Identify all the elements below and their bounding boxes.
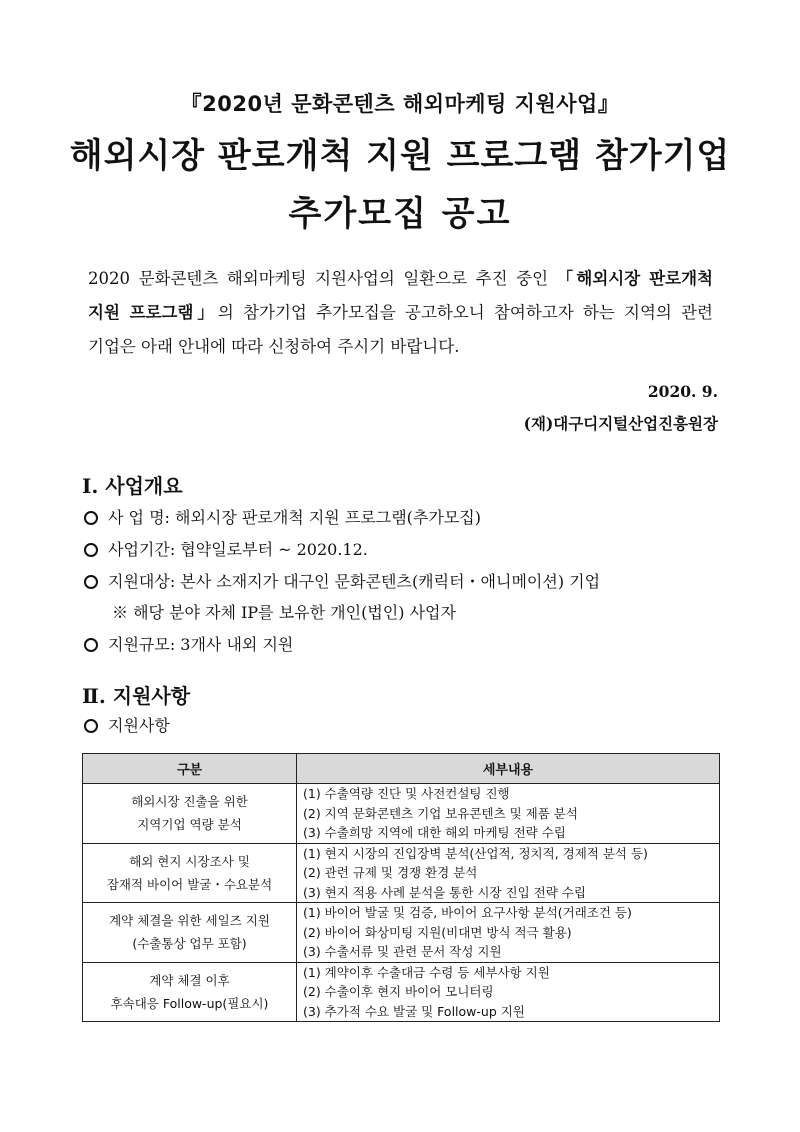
overview-item-text: 지원규모: 3개사 내외 지원 <box>108 635 294 654</box>
circle-bullet-icon <box>84 511 98 525</box>
document-title-line1: 해외시장 판로개척 지원 프로그램 참가기업 <box>69 136 731 176</box>
document-subtitle: 『2020년 문화콘텐츠 해외마케팅 지원사업』 <box>180 92 620 116</box>
intro-paragraph <box>88 262 713 364</box>
header-details: 세부내용 <box>297 754 720 784</box>
row-details: (1) 바이어 발굴 및 검증, 바이어 요구사항 분석(거래조건 등) (2) 바이어 화상미팅 지원(비대면 방식 적극 활용) (3) 수출서류 및 관련 문서 작성 지원 <box>297 903 720 963</box>
row-category: 계약 체결 이후 후속대응 Follow-up(필요시) <box>83 962 297 1022</box>
overview-item-text: 사업기간: 협약일로부터 ~ 2020.12. <box>108 540 368 559</box>
document-title-line2: 추가모집 공고 <box>288 194 512 234</box>
circle-bullet-icon <box>84 638 98 652</box>
overview-item-text: 사 업 명: 해외시장 판로개척 지원 프로그램(추가모집) <box>108 508 481 527</box>
intro-program-name: 「해외시장 판로개척 지원 프로그램」 <box>88 269 713 322</box>
row-details: (1) 계약이후 수출대금 수령 등 세부사항 지원 (2) 수출이후 현지 바이어 모니터링 (3) 추가적 수요 발굴 및 Follow-up 지원 <box>297 962 720 1022</box>
circle-bullet-icon <box>84 575 98 589</box>
overview-item-target <box>84 569 600 592</box>
target-note: ※ 해당 분야 자체 IP를 보유한 개인(법인) 사업자 <box>112 603 456 622</box>
overview-item-text: 지원대상: 본사 소재지가 대구인 문화콘텐츠(캐릭터・애니메이션) 기업 <box>108 572 601 591</box>
issuing-organization: (재)대구디지털산업진흥원장 <box>523 414 718 433</box>
table-row <box>83 843 720 903</box>
table-header-row <box>83 754 720 784</box>
intro-text-before: 2020 문화콘텐츠 해외마케팅 지원사업의 일환으로 추진 중인 <box>88 269 557 288</box>
table-row <box>83 903 720 963</box>
intro-text-after: 의 참가기업 추가모집을 공고하오니 참여하고자 하는 지역의 관련 기업은 아래 안내에 따라 신청하여 주시기 바랍니다. <box>88 303 713 356</box>
section-2-title: Ⅱ. 지원사항 <box>82 684 191 708</box>
overview-item-period <box>84 537 368 560</box>
support-table <box>82 753 720 1022</box>
overview-item-project-name <box>84 505 481 528</box>
announcement-date: 2020. 9. <box>647 382 718 401</box>
row-category: 해외 현지 시장조사 및 잠재적 바이어 발굴・수요분석 <box>83 843 297 903</box>
row-details: (1) 수출역량 진단 및 사전컨설팅 진행 (2) 지역 문화콘텐츠 기업 보유콘텐츠 및 제품 분석 (3) 수출희망 지역에 대한 해외 마케팅 전략 수립 <box>297 784 720 844</box>
row-details: (1) 현지 시장의 진입장벽 분석(산업적, 정치적, 경제적 분석 등) (2) 관련 규제 및 경쟁 환경 분석 (3) 현지 적용 사례 분석을 통한 시장 진입 전략 수립 <box>297 843 720 903</box>
table-row <box>83 784 720 844</box>
circle-bullet-icon <box>84 543 98 557</box>
circle-bullet-icon <box>84 719 98 733</box>
support-bullet <box>84 713 170 736</box>
row-category: 해외시장 진출을 위한 지역기업 역량 분석 <box>83 784 297 844</box>
row-category: 계약 체결을 위한 세일즈 지원 (수출통상 업무 포함) <box>83 903 297 963</box>
section-1-title: Ⅰ. 사업개요 <box>82 474 183 498</box>
overview-item-scale <box>84 632 293 655</box>
header-category: 구분 <box>83 754 297 784</box>
table-row <box>83 962 720 1022</box>
support-bullet-text: 지원사항 <box>108 716 170 735</box>
